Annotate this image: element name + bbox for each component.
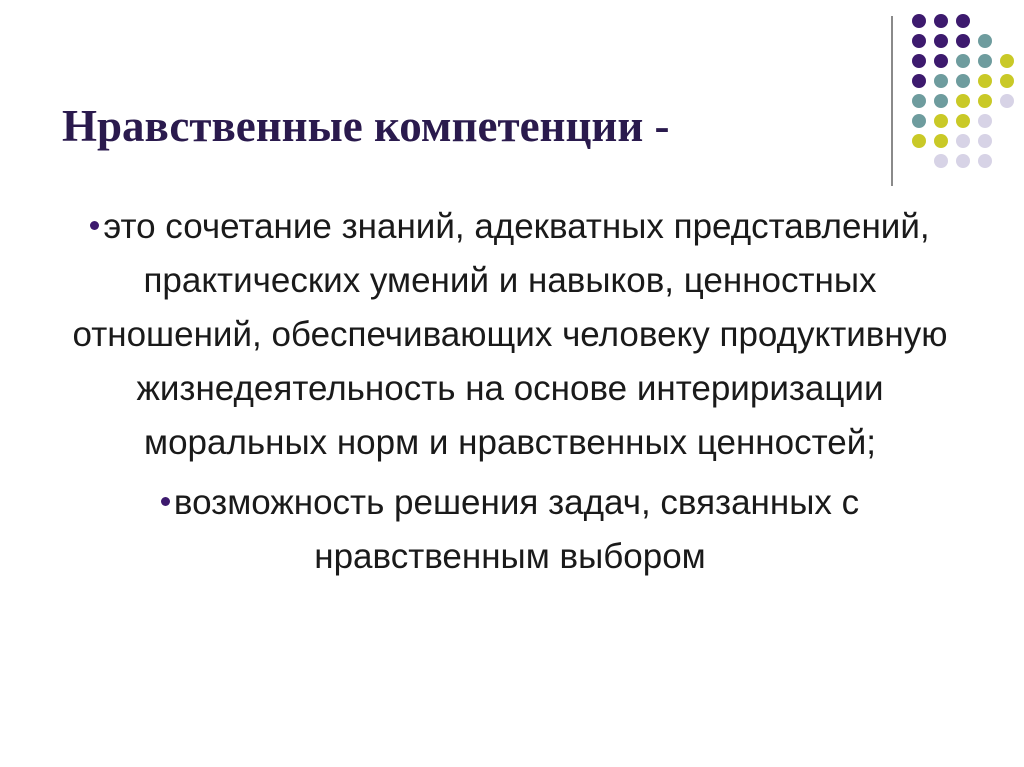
teal-dot (978, 34, 992, 48)
teal-dot (912, 114, 926, 128)
lavender-dot (956, 134, 970, 148)
yellow-dot (934, 114, 948, 128)
teal-dot (978, 54, 992, 68)
yellow-dot (956, 94, 970, 108)
purple-dot (956, 14, 970, 28)
yellow-dot (934, 134, 948, 148)
teal-dot (934, 74, 948, 88)
bullet-item (50, 200, 970, 470)
purple-dot (934, 54, 948, 68)
lavender-dot (1000, 94, 1014, 108)
purple-dot (934, 34, 948, 48)
yellow-dot (956, 114, 970, 128)
purple-dot (912, 74, 926, 88)
bullet-dot-icon (161, 497, 170, 506)
lavender-dot (978, 134, 992, 148)
purple-dot (956, 34, 970, 48)
purple-dot (912, 14, 926, 28)
purple-dot (912, 54, 926, 68)
purple-dot (934, 14, 948, 28)
slide-title: Нравственные компетенции - (62, 101, 670, 151)
yellow-dot (978, 74, 992, 88)
slide-body (50, 200, 970, 590)
yellow-dot (1000, 54, 1014, 68)
teal-dot (912, 94, 926, 108)
bullet-dot-icon (90, 221, 99, 230)
yellow-dot (1000, 74, 1014, 88)
lavender-dot (956, 154, 970, 168)
teal-dot (956, 74, 970, 88)
lavender-dot (978, 114, 992, 128)
teal-dot (934, 94, 948, 108)
lavender-dot (978, 154, 992, 168)
bullet-item (50, 476, 970, 584)
yellow-dot (912, 134, 926, 148)
bullet-text: возможность решения задач, связанных с нравственным выбором (173, 483, 860, 576)
yellow-dot (978, 94, 992, 108)
teal-dot (956, 54, 970, 68)
lavender-dot (934, 154, 948, 168)
bullet-text: это сочетание знаний, адекватных представлений, практических умений и навыков, ценностных отношений, обеспечивающих человеку продуктивную жизнедеятельность на основе интериризации моральных норм и нравственных ценностей; (72, 207, 948, 462)
purple-dot (912, 34, 926, 48)
